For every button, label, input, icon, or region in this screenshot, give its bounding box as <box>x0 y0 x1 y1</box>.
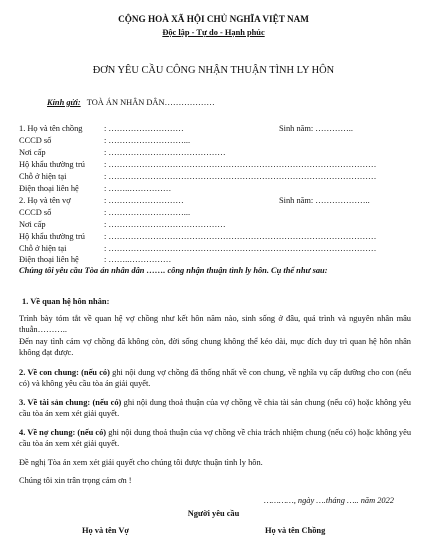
wife-signature-label: Họ và tên Vợ <box>82 526 130 535</box>
addressee-value: TOÀ ÁN NHÂN DÂN……………… <box>86 98 215 107</box>
proposal-line: Đề nghị Tòa án xem xét giải quyết cho chúng tôi được thuận tình ly hôn. <box>19 458 263 467</box>
national-title: CỘNG HOÀ XÃ HỘI CHỦ NGHĨA VIỆT NAM <box>118 14 309 24</box>
date-line: …………, ngày ….tháng ….. năm 2022 <box>263 496 394 505</box>
section-1-title: 1. Về quan hệ hôn nhân: <box>22 297 110 306</box>
section-1-paragraph-2: Đến nay tình cảm vợ chồng đã không còn, đời sống chung không thể kéo dài, mục đích duy trì quan hệ hôn nhân không đạt được. <box>19 337 411 357</box>
husband-residence-label: Chỗ ở hiện tại <box>19 172 67 181</box>
wife-phone-value: : ……..…………… <box>104 255 172 264</box>
husband-name-label: 1. Họ và tên chồng <box>19 124 83 133</box>
section-3-text: ghi nội dung thoả thuận của vợ chồng về chia tài sản chung (nếu có) hoặc không yêu cầu tòa án xem xét giải quyết. <box>19 398 411 418</box>
addressee-line <box>47 98 215 108</box>
husband-phone-label: Điện thoại liên hệ <box>19 184 79 193</box>
husband-issue-value: : …………………………………… <box>104 148 226 157</box>
husband-name-value: : ……………………… <box>104 124 184 133</box>
husband-signature-label: Họ và tên Chồng <box>265 526 326 535</box>
husband-birth-year: Sinh năm: ………….. <box>279 124 353 133</box>
section-2-paragraph <box>19 368 411 390</box>
section-3-paragraph <box>19 398 411 420</box>
section-4-text: ghi nội dung thoả thuận của vợ chồng về chia trách nhiệm chung (nếu có) hoặc không yêu cầu tòa án xem xét giải quyết. <box>19 428 412 448</box>
section-4-paragraph <box>19 428 411 450</box>
addressee-label: Kính gửi: <box>47 98 81 107</box>
husband-phone-value: : ……..…………… <box>104 184 172 193</box>
husband-household-value: : …………………………………………………………………………………… <box>104 160 377 169</box>
section-2-text: ghi nội dung vợ chồng đã thống nhất về con chung, về nghĩa vụ cấp dưỡng cho con (nếu có) và không yêu cầu tòa án giải quyết. <box>19 368 412 388</box>
requester-label: Người yêu cầu <box>187 509 240 518</box>
wife-issue-value: : …………………………………… <box>104 220 226 229</box>
wife-name-value: : ……………………… <box>104 196 184 205</box>
section-4-title: 4. Về nợ chung: (nếu có) <box>19 428 107 437</box>
section-2-title: 2. Về con chung: (nếu có) <box>19 368 110 377</box>
request-statement: Chúng tôi yêu cầu Tòa án nhân dân ……. công nhận thuận tình ly hôn. Cụ thể như sau: <box>19 266 328 275</box>
document-title: ĐƠN YÊU CẦU CÔNG NHẬN THUẬN TÌNH LY HÔN <box>92 65 335 76</box>
wife-household-value: : …………………………………………………………………………………… <box>104 232 377 241</box>
wife-phone-label: Điện thoại liên hệ <box>19 255 79 264</box>
wife-issue-label: Nơi cấp <box>19 220 46 229</box>
wife-household-label: Hộ khẩu thường trú <box>19 232 85 241</box>
wife-birth-year: Sinh năm: ……………….. <box>279 196 370 205</box>
wife-residence-value: : …………………………………………………………………………………… <box>104 244 377 253</box>
thanks-line: Chúng tôi xin trân trọng cảm ơn ! <box>19 476 132 485</box>
husband-residence-value: : …………………………………………………………………………………… <box>104 172 377 181</box>
wife-cccd-label: CCCD số <box>19 208 52 217</box>
husband-cccd-label: CCCD số <box>19 136 52 145</box>
section-1-paragraph-1: Trình bày tóm tắt về quan hệ vợ chồng như kết hôn năm nào, sinh sống ở đâu, quá trình và nguyên nhân mâu thuẫn……….. <box>19 314 411 334</box>
husband-issue-label: Nơi cấp <box>19 148 46 157</box>
section-3-title: 3. Về tài sản chung: (nếu có) <box>19 398 122 407</box>
husband-household-label: Hộ khẩu thường trú <box>19 160 85 169</box>
husband-cccd-value: : ………………………... <box>104 136 191 145</box>
motto: Độc lập - Tự do - Hạnh phúc <box>162 28 265 37</box>
wife-cccd-value: : ………………………... <box>104 208 191 217</box>
wife-name-label: 2. Họ và tên vợ <box>19 196 71 205</box>
wife-residence-label: Chỗ ở hiện tại <box>19 244 67 253</box>
